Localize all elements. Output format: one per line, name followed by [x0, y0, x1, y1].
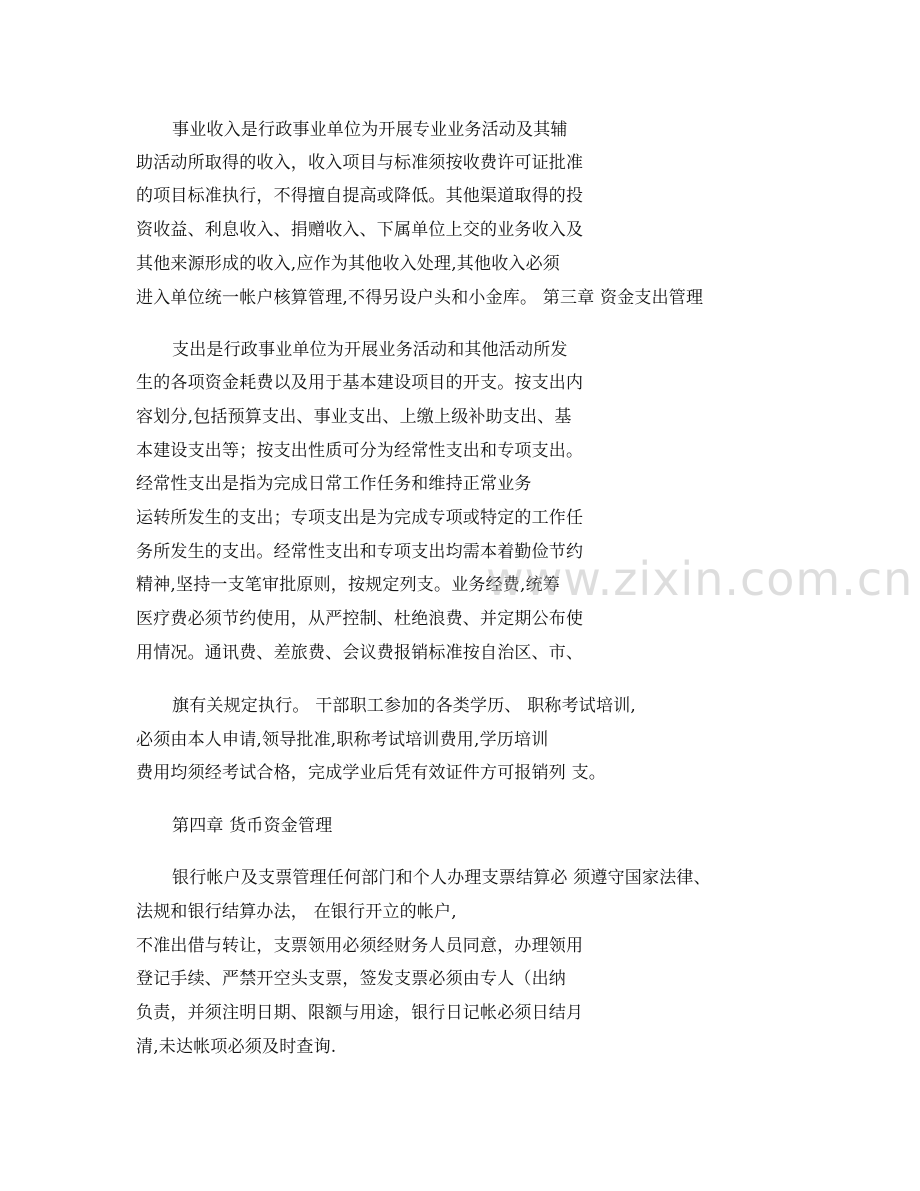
paragraph-2-line-10: 用情况。通讯费、差旅费、会议费报销标准按自治区、市、 [136, 643, 584, 663]
paragraph-1-line-6: 进入单位统一帐户核算管理,不得另设户头和小金库。 第三章 资金支出管理 [136, 288, 704, 308]
paragraph-3-line-1: 旗有关规定执行。 干部职工参加的各类学历、 职称考试培训, [172, 696, 637, 716]
paragraph-1-line-1: 事业收入是行政事业单位为开展专业业务活动及其辅 [172, 120, 568, 140]
paragraph-2-line-4: 本建设支出等；按支出性质可分为经常性支出和专项支出。 [136, 441, 584, 461]
paragraph-5-line-3: 不准出借与转让，支票领用必须经财务人员同意，办理领用 [136, 936, 584, 956]
paragraph-5-line-6: 清,未达帐项必须及时查询. [136, 1037, 337, 1057]
paragraph-1-line-3: 的项目标准执行，不得擅自提高或降低。其他渠道取得的投 [136, 186, 584, 206]
paragraph-2-line-1: 支出是行政事业单位为开展业务活动和其他活动所发 [172, 340, 568, 360]
paragraph-2-line-6: 运转所发生的支出；专项支出是为完成专项或特定的工作任 [136, 508, 584, 528]
paragraph-5-line-1: 银行帐户及支票管理任何部门和个人办理支票结算必 须遵守国家法律、 [172, 868, 711, 888]
paragraph-2-line-8: 精神,坚持一支笔审批原则，按规定列支。业务经费,统筹 [136, 575, 561, 595]
paragraph-5-line-4: 登记手续、严禁开空头支票，签发支票必须由专人（出纳 [136, 969, 566, 989]
paragraph-2-line-2: 生的各项资金耗费以及用于基本建设项目的开支。按支出内 [136, 373, 584, 393]
paragraph-3-line-2: 必须由本人申请,领导批准,职称考试培训费用,学历培训 [136, 730, 549, 750]
watermark: www.zixin.com.cn [486, 552, 914, 606]
paragraph-1-line-5: 其他来源形成的收入,应作为其他收入处理,其他收入必须 [136, 254, 561, 274]
paragraph-1-line-2: 助活动所取得的收入，收入项目与标准须按收费许可证批准 [136, 153, 584, 173]
chapter-heading: 第四章 货币资金管理 [172, 816, 333, 836]
paragraph-2-line-5: 经常性支出是指为完成日常工作任务和维持正常业务 [136, 474, 532, 494]
paragraph-2-line-9: 医疗费必须节约使用，从严控制、杜绝浪费、并定期公布使 [136, 609, 584, 629]
paragraph-2-line-7: 务所发生的支出。经常性支出和专项支出均需本着勤俭节约 [136, 542, 584, 562]
paragraph-3-line-3: 费用均须经考试合格，完成学业后凭有效证件方可报销列 支。 [136, 763, 607, 783]
paragraph-5-line-5: 负责，并须注明日期、限额与用途，银行日记帐必须日结月 [136, 1003, 584, 1023]
paragraph-5-line-2: 法规和银行结算办法， 在银行开立的帐户, [136, 902, 457, 922]
paragraph-1-line-4: 资收益、利息收入、捐赠收入、下属单位上交的业务收入及 [136, 220, 584, 240]
paragraph-2-line-3: 容划分,包括预算支出、事业支出、上缴上级补助支出、基 [136, 407, 572, 427]
